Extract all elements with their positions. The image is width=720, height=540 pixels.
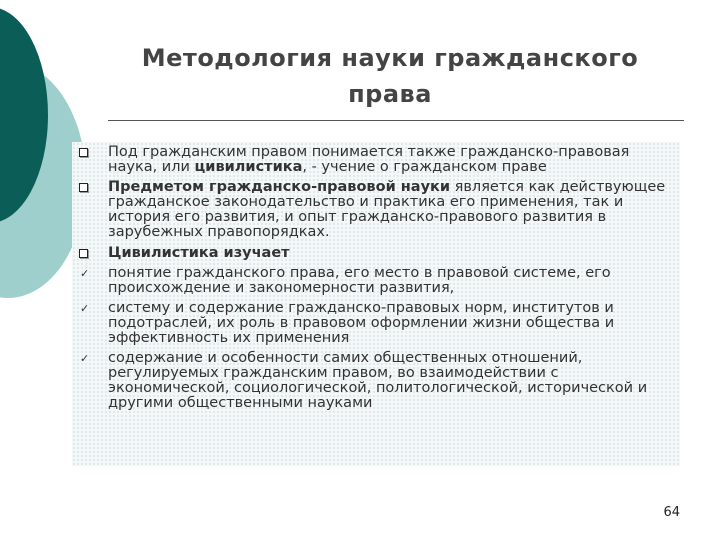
checkmark-icon: ✓ bbox=[80, 267, 90, 280]
item-text: систему и содержание гражданско-правовых норм, институтов и подотраслей, их роль в правовом оформлении жизни общества и эффективность их применения bbox=[108, 300, 615, 346]
list-item bbox=[72, 180, 672, 240]
item-text: содержание и особенности самих общественных отношений, регулируемых гражданским правом, во взаимодействии с экономической, социологической, политологической, исторической и другими общественными науками bbox=[108, 350, 648, 411]
bullet-list bbox=[72, 145, 672, 411]
square-bullet-icon bbox=[79, 183, 88, 192]
item-text: Под гражданским правом понимается также гражданско-правовая наука, или цивилистика, - учение о гражданском праве bbox=[108, 144, 630, 175]
list-item bbox=[72, 301, 672, 346]
slide-title: Методология науки гражданского права bbox=[141, 44, 639, 108]
list-item bbox=[72, 145, 672, 175]
item-text: Предметом гражданско-правовой науки является как действующее гражданское законодательство и практика его применения, так и история его развития, и опыт гражданско-правового развития в зарубежных правопорядках. bbox=[108, 179, 666, 240]
list-item bbox=[72, 246, 672, 261]
list-item bbox=[72, 351, 672, 411]
square-bullet-icon bbox=[79, 148, 88, 157]
list-item bbox=[72, 266, 672, 296]
item-text: понятие гражданского права, его место в правовой системе, его происхождение и закономерности развития, bbox=[108, 265, 611, 296]
page-number: 64 bbox=[663, 505, 680, 520]
checkmark-icon: ✓ bbox=[80, 352, 90, 365]
square-bullet-icon bbox=[79, 249, 88, 258]
title-divider bbox=[108, 120, 684, 121]
checkmark-icon: ✓ bbox=[80, 302, 90, 315]
item-text: Цивилистика изучает bbox=[108, 245, 290, 261]
